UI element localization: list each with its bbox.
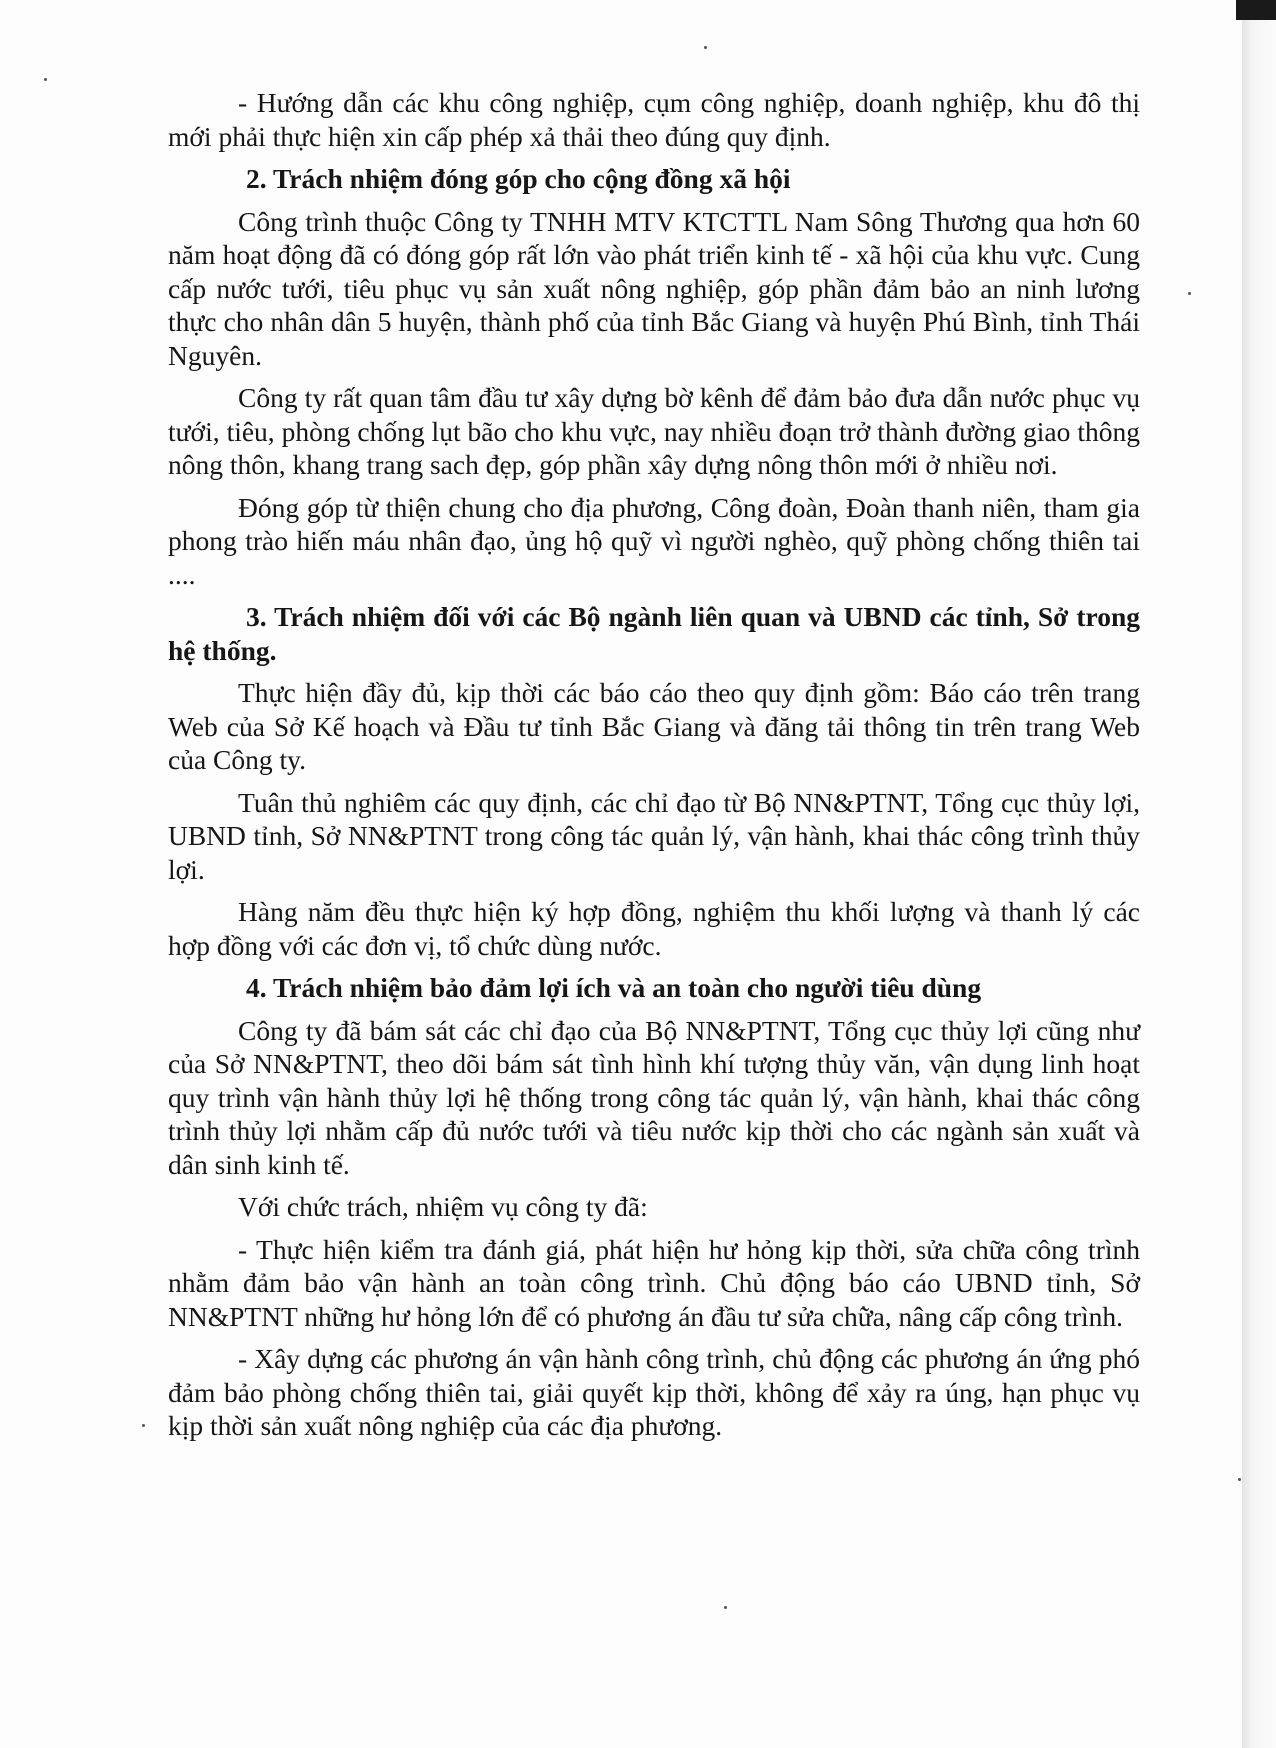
section-2-heading: 2. Trách nhiệm đóng góp cho cộng đồng xã hội <box>246 163 791 194</box>
scan-speck <box>704 46 707 49</box>
section-3-paragraph: Hàng năm đều thực hiện ký hợp đồng, nghiệm thu khối lượng và thanh lý các hợp đồng với các đơn vị, tổ chức dùng nước. <box>168 896 1140 961</box>
section-4-heading: 4. Trách nhiệm bảo đảm lợi ích và an toàn cho người tiêu dùng <box>246 972 982 1003</box>
section-2-paragraph: Công ty rất quan tâm đầu tư xây dựng bờ kênh để đảm bảo đưa dẫn nước phục vụ tưới, tiêu, phòng chống lụt bão cho khu vực, nay nhiều đoạn trở thành đường giao thông nông thôn, khang trang sach đẹp, góp phần xây dựng nông thôn mới ở nhiều nơi. <box>168 382 1140 480</box>
section-4-paragraph: - Xây dựng các phương án vận hành công trình, chủ động các phương án ứng phó đảm bảo phòng chống thiên tai, giải quyết kịp thời, không để xảy ra úng, hạn phục vụ kịp thời sản xuất nông nghiệp của các địa phương. <box>168 1343 1140 1441</box>
intro-paragraph: - Hướng dẫn các khu công nghiệp, cụm công nghiệp, doanh nghiệp, khu đô thị mới phải thực hiện xin cấp phép xả thải theo đúng quy định. <box>168 87 1140 152</box>
section-3-paragraph: Tuân thủ nghiêm các quy định, các chỉ đạo từ Bộ NN&PTNT, Tổng cục thủy lợi, UBND tỉnh, Sở NN&PTNT trong công tác quản lý, vận hành, khai thác công trình thủy lợi. <box>168 786 1140 885</box>
section-3-paragraph: Thực hiện đầy đủ, kịp thời các báo cáo theo quy định gồm: Báo cáo trên trang Web của Sở Kế hoạch và Đầu tư tỉnh Bắc Giang và đăng tải thông tin trên trang Web của Công ty. <box>168 677 1140 775</box>
scan-shadow-edge <box>1242 0 1276 1748</box>
scan-speck <box>142 1424 145 1427</box>
scan-speck <box>44 78 47 81</box>
section-3-heading: 3. Trách nhiệm đối với các Bộ ngành liên quan và UBND các tỉnh, Sở trong hệ thống. <box>168 601 1140 666</box>
section-4-paragraph: Công ty đã bám sát các chỉ đạo của Bộ NN&PTNT, Tổng cục thủy lợi cũng như của Sở NN&PTNT, theo dõi bám sát tình hình khí tượng thủy văn, vận dụng linh hoạt quy trình vận hành thủy lợi hệ thống trong công tác quản lý, vận hành, khai thác công trình thủy lợi nhằm cấp đủ nước tưới và tiêu nước kịp thời cho các ngành sản xuất và dân sinh kinh tế. <box>168 1014 1140 1180</box>
scan-speck <box>1188 292 1191 295</box>
scan-speck <box>724 1606 727 1609</box>
scan-dark-corner <box>1236 0 1276 20</box>
document-body <box>168 86 1140 1452</box>
section-4-paragraph: Với chức trách, nhiệm vụ công ty đã: <box>238 1191 648 1222</box>
section-2-paragraph: Công trình thuộc Công ty TNHH MTV KTCTTL Nam Sông Thương qua hơn 60 năm hoạt động đã có đóng góp rất lớn vào phát triển kinh tế - xã hội của khu vực. Cung cấp nước tưới, tiêu phục vụ sản xuất nông nghiệp, góp phần đảm bảo an ninh lương thực cho nhân dân 5 huyện, thành phố của tỉnh Bắc Giang và huyện Phú Bình, tỉnh Thái Nguyên. <box>168 205 1140 371</box>
section-2-paragraph: Đóng góp từ thiện chung cho địa phương, Công đoàn, Đoàn thanh niên, tham gia phong trào hiến máu nhân đạo, ủng hộ quỹ vì người nghèo, quỹ phòng chống thiên tai .... <box>168 491 1140 590</box>
section-4-paragraph: - Thực hiện kiểm tra đánh giá, phát hiện hư hỏng kịp thời, sửa chữa công trình nhằm đảm bảo vận hành an toàn công trình. Chủ động báo cáo UBND tỉnh, Sở NN&PTNT những hư hỏng lớn để có phương án đầu tư sửa chữa, nâng cấp công trình. <box>168 1233 1140 1332</box>
scan-speck <box>1238 1478 1241 1481</box>
